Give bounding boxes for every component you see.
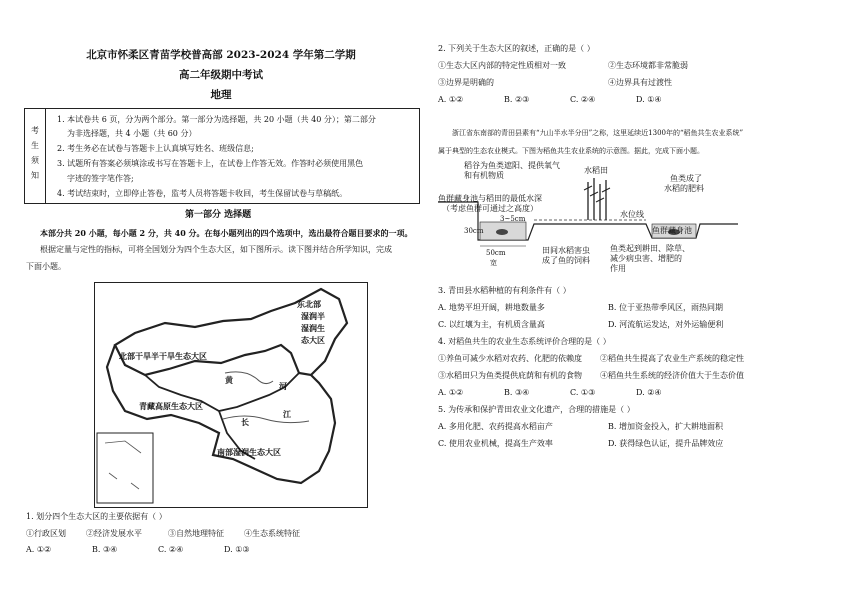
q2-option[interactable]: A. ①②	[438, 95, 464, 104]
inset-islands	[105, 441, 141, 489]
q2-option[interactable]: B. ②③	[504, 95, 530, 104]
diagram-label: 3~5cm	[500, 215, 526, 223]
map-label-huang: 黄	[225, 375, 233, 385]
q4-item: ④稻鱼共生系统的经济价值大于生态价值	[600, 371, 744, 380]
map-label-northeast: 东北部	[297, 299, 321, 309]
q2-item: ③边界是明确的	[438, 78, 494, 87]
q1-item: ④生态系统特征	[244, 529, 300, 538]
diagram-label: 鱼类起到耕田、除草、	[610, 244, 690, 253]
q5-option[interactable]: A. 多用化肥、农药提高水稻亩产	[438, 422, 553, 431]
map-label-north: 北部干旱半干旱生态大区	[119, 351, 207, 361]
notice-side-label	[25, 109, 46, 203]
notice-item: 字迹的签字笔作答;	[67, 174, 134, 183]
diagram-label: 30cm	[464, 227, 484, 235]
map-label-northeast: 态大区	[301, 335, 325, 345]
q4-item: ①养鱼可减少水稻对农药、化肥的依赖度	[438, 354, 582, 363]
fish-icon	[496, 229, 508, 235]
q3-option[interactable]: B. 位于亚热带季风区，雨热同期	[608, 303, 723, 312]
q2-item: ②生态环境都非常脆弱	[608, 61, 688, 70]
question-stem: 下面小题。	[26, 262, 66, 271]
notice-item: 2. 考生务必在试卷与答题卡上认真填写姓名、班级信息;	[57, 144, 254, 153]
notice-item: 为非选择题，共 4 小题（共 60 分）	[67, 129, 197, 138]
question-3-stem: 3. 青田县水稻种植的有利条件有（ ）	[438, 286, 571, 295]
notice-side-char: 考	[31, 126, 39, 135]
diagram-label: 减少病虫害、增肥的	[610, 254, 682, 263]
rice-fish-diagram	[438, 162, 738, 278]
q4-option[interactable]: B. ③④	[504, 388, 530, 397]
diagram-label: 和有机物质	[464, 171, 504, 180]
q2-option[interactable]: C. ②④	[570, 95, 596, 104]
q3-option[interactable]: C. 以红壤为主，有机质含量高	[438, 320, 545, 329]
diagram-label: 50cm	[486, 249, 506, 257]
question-5-stem: 5. 为传承和保护青田农业文化遗产，合理的措施是（ ）	[438, 405, 635, 414]
q4-option[interactable]: C. ①③	[570, 388, 596, 397]
diagram-label: 水位线	[620, 210, 644, 219]
diagram-label: 鱼类成了	[670, 174, 702, 183]
q4-item: ②稻鱼共生提高了农业生产系统的稳定性	[600, 354, 744, 363]
q3-option[interactable]: A. 地势平坦开阔，耕地数量多	[438, 303, 545, 312]
diagram-label: 稻谷为鱼类遮阳、提供氧气	[464, 161, 560, 170]
exam-subtitle: 高二年级期中考试	[179, 69, 263, 81]
notice-item: 1. 本试卷共 6 页，分为两个部分。第一部分为选择题，共 20 小题（共 40 分）；第二部分	[57, 115, 376, 124]
map-label-chang: 长	[241, 417, 249, 427]
q1-item: ②经济发展水平	[86, 529, 142, 538]
diagram-label: 水稻的肥料	[664, 184, 704, 193]
notice-side-char: 知	[31, 171, 39, 180]
map-label-he: 河	[279, 381, 287, 391]
q1-option[interactable]: B. ③④	[92, 545, 118, 554]
q1-option[interactable]: C. ②④	[158, 545, 184, 554]
yangtze-river-line	[223, 416, 309, 423]
q1-item: ①行政区划	[26, 529, 66, 538]
diagram-label: 田间水稻害虫	[542, 246, 590, 255]
q2-item: ①生态大区内部的特定性质相对一致	[438, 61, 566, 70]
diagram-label: 鱼群藏身池与稻田的最低水深	[438, 194, 542, 203]
passage-line: 浙江省东南部的青田县素有“九山半水半分田”之称，这里延续近1300年的“稻鱼共生农业系统”	[452, 129, 744, 137]
south-sea-inset	[97, 433, 153, 503]
question-1-stem: 1. 划分四个生态大区的主要依据有（ ）	[26, 512, 167, 521]
q4-item: ③水稻田只为鱼类提供庇荫和有机的食物	[438, 371, 582, 380]
q1-item: ③自然地理特征	[168, 529, 224, 538]
notice-side-char: 生	[31, 141, 39, 150]
diagram-label: 宽	[490, 259, 497, 267]
map-label-south: 南部湿润生态大区	[217, 447, 281, 457]
part1-intro: 本部分共 20 小题，每小题 2 分，共 40 分。在每小题列出的四个选项中，选出最符合题目要求的一项。	[40, 228, 413, 238]
q2-option[interactable]: D. ①④	[636, 95, 662, 104]
q1-option[interactable]: D. ①③	[224, 545, 250, 554]
china-eco-region-map	[94, 282, 368, 508]
diagram-label: 水稻田	[584, 166, 608, 175]
q5-option[interactable]: B. 增加资金投入，扩大耕地面积	[608, 422, 723, 431]
question-2-stem: 2. 下列关于生态大区的叙述，正确的是（ ）	[438, 44, 595, 53]
exam-notice-box	[24, 108, 420, 204]
q2-item: ④边界具有过渡性	[608, 78, 672, 87]
question-stem: 根据定量与定性的指标，可将全国划分为四个生态大区，如下图所示。读下图并结合所学知识，完成	[40, 245, 392, 254]
rice-plants	[588, 178, 606, 220]
passage-line: 属于典型的生态农业模式。下图为稻鱼共生农业系统的示意图。据此，完成下面小题。	[438, 147, 704, 155]
notice-side-char: 须	[31, 156, 39, 165]
q4-option[interactable]: A. ①②	[438, 388, 464, 397]
exam-title: 北京市怀柔区青苗学校普高部 2023-2024 学年第二学期	[86, 49, 356, 61]
part1-heading: 第一部分 选择题	[185, 210, 252, 220]
q5-option[interactable]: C. 使用农业机械，提高生产效率	[438, 439, 553, 448]
map-svg	[95, 283, 367, 507]
map-label-northeast: 湿润半	[301, 311, 325, 321]
subject-title: 地理	[210, 89, 232, 101]
q5-option[interactable]: D. 获得绿色认证，提升品牌效应	[608, 439, 724, 448]
notice-item: 3. 试题所有答案必须填涂或书写在答题卡上，在试卷上作答无效。作答时必须使用黑色	[57, 159, 364, 168]
notice-item: 4. 考试结束时，立即停止答卷，监考人员将答题卡收回，考生保留试卷与草稿纸。	[57, 189, 348, 198]
q3-option[interactable]: D. 河流航运发达，对外运输便利	[608, 320, 724, 329]
diagram-label: 鱼群藏身池	[652, 226, 692, 235]
map-label-tibet: 青藏高原生态大区	[139, 401, 203, 411]
map-label-jiang: 江	[283, 409, 291, 419]
diagram-label: 成了鱼的饲料	[542, 256, 590, 265]
map-label-northeast: 湿润生	[301, 323, 325, 333]
diagram-label: （考虑鱼群可通过之高度）	[442, 204, 538, 213]
q4-option[interactable]: D. ②④	[636, 388, 662, 397]
q1-option[interactable]: A. ①②	[26, 545, 52, 554]
question-4-stem: 4. 对稻鱼共生的农业生态系统评价合理的是（ ）	[438, 337, 611, 346]
diagram-label: 作用	[610, 264, 626, 273]
